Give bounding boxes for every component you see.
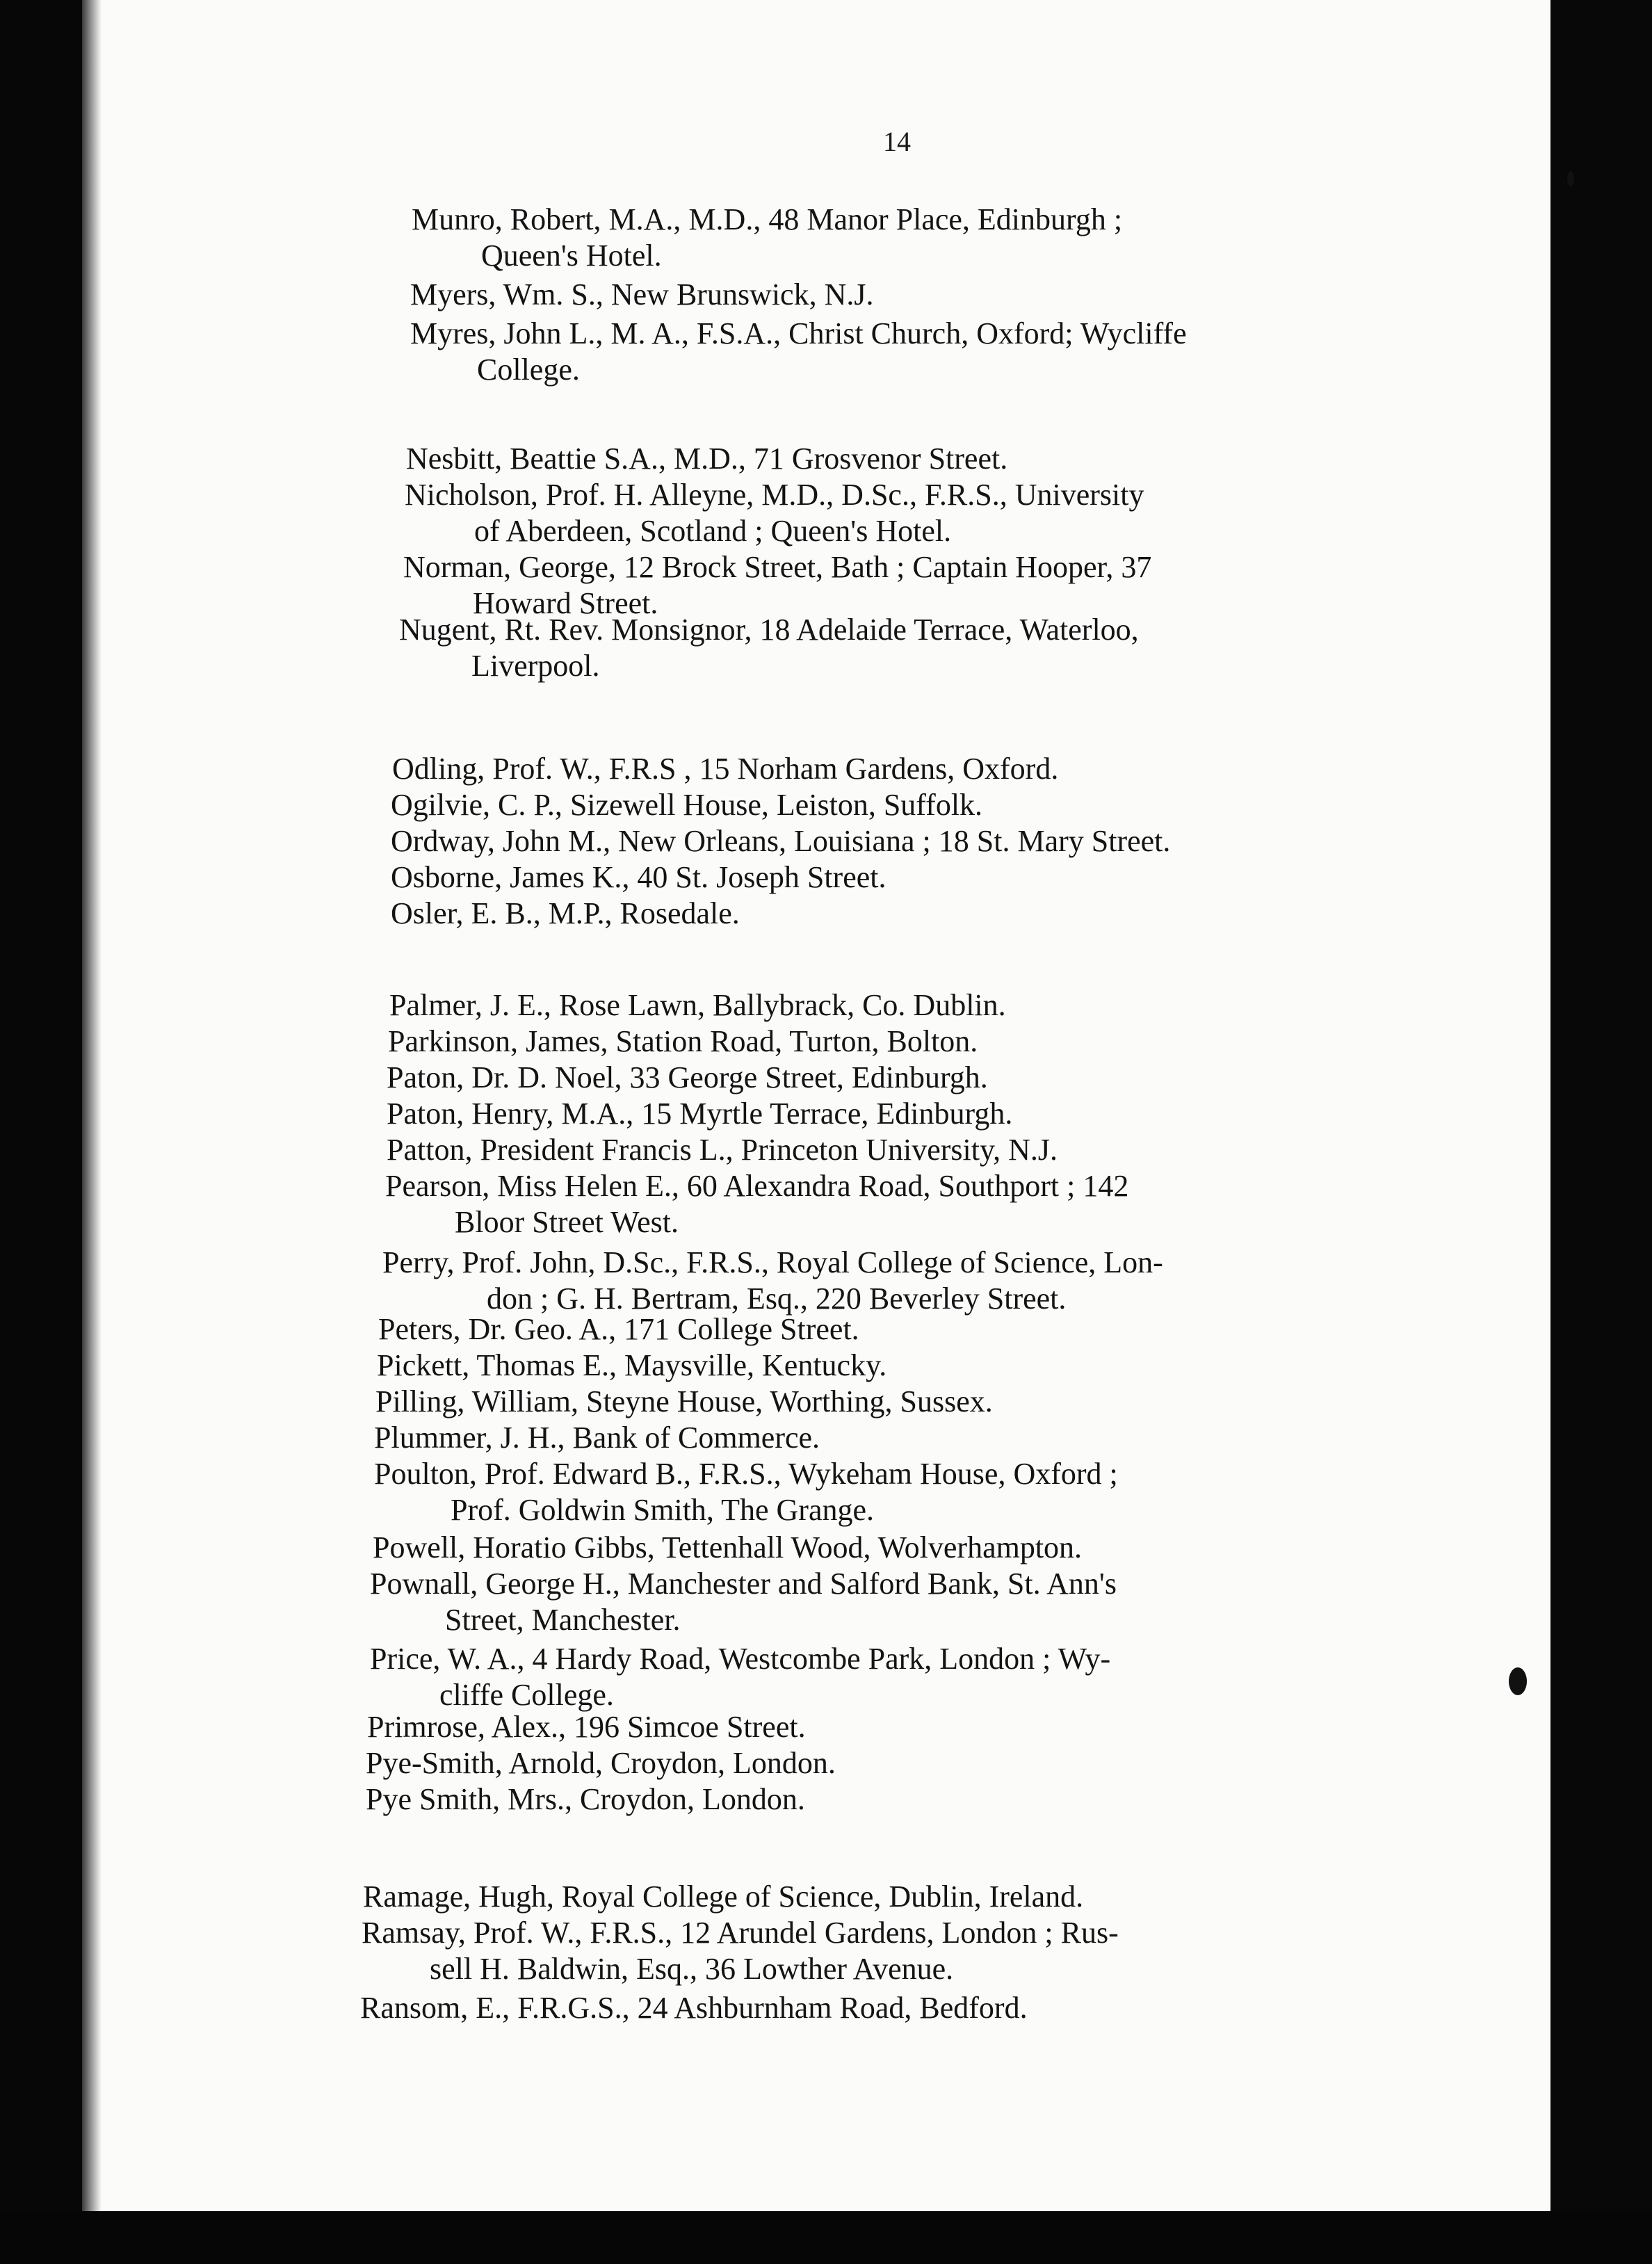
entry-line: Plummer, J. H., Bank of Commerce.	[374, 1421, 820, 1455]
directory-entry	[387, 1132, 1058, 1168]
entry-line: Pilling, William, Steyne House, Worthing, Sussex.	[375, 1384, 993, 1418]
entry-line: Palmer, J. E., Rose Lawn, Ballybrack, Co. Dublin.	[389, 988, 1006, 1022]
directory-entry	[405, 477, 1144, 549]
directory-entry	[363, 1879, 1083, 1915]
entry-continuation: Street, Manchester.	[445, 1603, 681, 1637]
entry-line: Powell, Horatio Gibbs, Tettenhall Wood, Wolverhampton.	[373, 1530, 1083, 1564]
entry-line: Odling, Prof. W., F.R.S , 15 Norham Gardens, Oxford.	[392, 752, 1059, 786]
entry-continuation: sell H. Baldwin, Esq., 36 Lowther Avenue.	[430, 1952, 954, 1986]
entry-line: Myres, John L., M. A., F.S.A., Christ Church, Oxford; Wycliffe	[410, 316, 1187, 350]
entry-line: Pye-Smith, Arnold, Croydon, London.	[366, 1746, 836, 1780]
directory-entry	[392, 751, 1058, 787]
entry-line: Ransom, E., F.R.G.S., 24 Ashburnham Road, Bedford.	[360, 1991, 1028, 2025]
entry-line: Osler, E. B., M.P., Rosedale.	[391, 896, 740, 930]
directory-entry	[389, 987, 1006, 1024]
entry-continuation: Bloor Street West.	[455, 1205, 679, 1239]
directory-entry	[370, 1641, 1110, 1713]
entry-continuation: Howard Street.	[473, 586, 658, 620]
entry-line: Price, W. A., 4 Hardy Road, Westcombe Park, London ; Wy-	[370, 1642, 1111, 1676]
entry-line: Patton, President Francis L., Princeton University, N.J.	[387, 1133, 1058, 1167]
directory-entry	[366, 1781, 805, 1818]
directory-entry	[387, 1060, 988, 1096]
entry-line: Pickett, Thomas E., Maysville, Kentucky.	[377, 1348, 887, 1382]
entry-continuation: of Aberdeen, Scotland ; Queen's Hotel.	[474, 514, 952, 548]
directory-entry	[377, 1348, 886, 1384]
directory-entry	[362, 1915, 1119, 1987]
entry-line: Poulton, Prof. Edward B., F.R.S., Wykeham House, Oxford ;	[374, 1457, 1118, 1491]
directory-entry	[374, 1420, 820, 1456]
entry-line: Ramsay, Prof. W., F.R.S., 12 Arundel Gardens, London ; Rus-	[362, 1916, 1119, 1950]
entry-line: Nicholson, Prof. H. Alleyne, M.D., D.Sc., F.R.S., University	[405, 478, 1144, 512]
entry-continuation: don ; G. H. Bertram, Esq., 220 Beverley Street.	[487, 1281, 1067, 1316]
entry-line: Pownall, George H., Manchester and Salford Bank, St. Ann's	[370, 1567, 1117, 1601]
directory-entry	[378, 1311, 859, 1348]
directory-entry	[412, 202, 1122, 274]
entry-line: Ramage, Hugh, Royal College of Science, Dublin, Ireland.	[363, 1879, 1084, 1914]
entry-line: Nugent, Rt. Rev. Monsignor, 18 Adelaide Terrace, Waterloo,	[399, 613, 1139, 647]
directory-entry	[391, 823, 1170, 859]
directory-entry	[391, 859, 886, 896]
entry-line: Nesbitt, Beattie S.A., M.D., 71 Grosvenor Street.	[406, 442, 1008, 476]
directory-entry	[375, 1384, 993, 1420]
directory-entry	[387, 1096, 1012, 1132]
directory-entry	[374, 1456, 1118, 1528]
entry-line: Paton, Henry, M.A., 15 Myrtle Terrace, Edinburgh.	[387, 1097, 1013, 1131]
directory-entry	[370, 1566, 1117, 1638]
directory-entry	[406, 441, 1007, 477]
directory-entry	[385, 1168, 1128, 1240]
entry-line: Norman, George, 12 Brock Street, Bath ; Captain Hooper, 37	[403, 550, 1152, 584]
directory-entry	[391, 787, 982, 823]
entry-line: Pye Smith, Mrs., Croydon, London.	[366, 1782, 805, 1816]
directory-entry	[410, 316, 1187, 388]
directory-entry	[382, 1245, 1163, 1317]
entry-continuation: Queen's Hotel.	[481, 238, 662, 273]
entry-continuation: Liverpool.	[471, 649, 600, 683]
page-number: 14	[883, 126, 911, 157]
entry-continuation: College.	[477, 353, 580, 387]
entry-line: Myers, Wm. S., New Brunswick, N.J.	[410, 277, 874, 312]
directory-entry	[360, 1990, 1028, 2026]
directory-entry	[367, 1709, 806, 1745]
entry-line: Munro, Robert, M.A., M.D., 48 Manor Place, Edinburgh ;	[412, 202, 1123, 236]
directory-entry	[399, 612, 1139, 684]
directory-entry	[366, 1745, 836, 1781]
directory-entry	[391, 896, 740, 932]
entry-line: Ordway, John M., New Orleans, Louisiana ; 18 St. Mary Street.	[391, 824, 1171, 858]
entry-line: Paton, Dr. D. Noel, 33 George Street, Edinburgh.	[387, 1060, 988, 1094]
entry-line: Peters, Dr. Geo. A., 171 College Street.	[378, 1312, 859, 1346]
entry-line: Ogilvie, C. P., Sizewell House, Leiston, Suffolk.	[391, 788, 983, 822]
entry-line: Primrose, Alex., 196 Simcoe Street.	[367, 1710, 806, 1744]
directory-entry	[388, 1024, 978, 1060]
entry-continuation: cliffe College.	[439, 1678, 614, 1712]
entry-line: Perry, Prof. John, D.Sc., F.R.S., Royal College of Science, Lon-	[382, 1245, 1163, 1279]
directory-entry	[373, 1530, 1082, 1566]
entry-line: Pearson, Miss Helen E., 60 Alexandra Road, Southport ; 142	[385, 1169, 1129, 1203]
entry-line: Osborne, James K., 40 St. Joseph Street.	[391, 860, 886, 894]
directory-entry	[403, 549, 1151, 622]
directory-entry	[410, 277, 874, 313]
entry-continuation: Prof. Goldwin Smith, The Grange.	[451, 1493, 875, 1527]
entry-line: Parkinson, James, Station Road, Turton, Bolton.	[388, 1024, 978, 1058]
